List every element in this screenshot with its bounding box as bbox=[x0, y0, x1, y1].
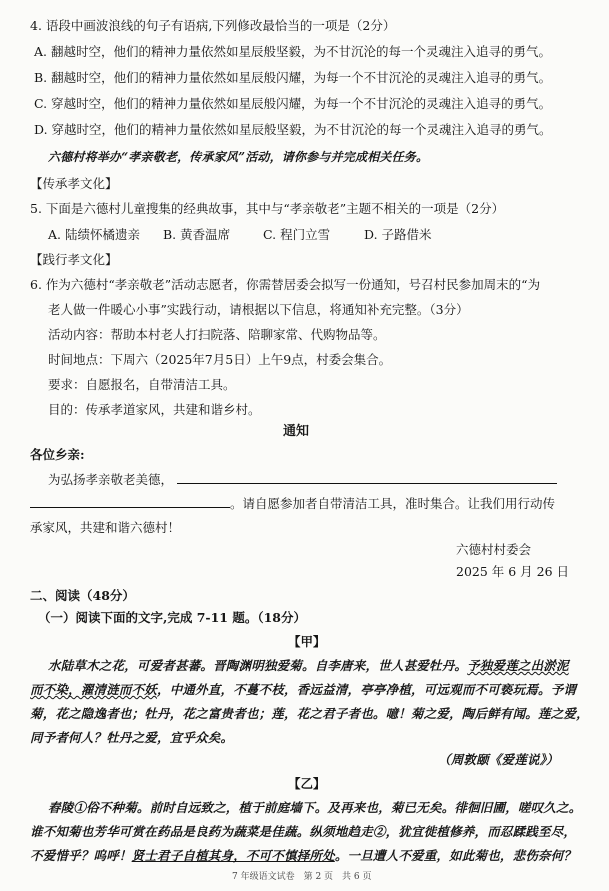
q4-option-b bbox=[34, 70, 551, 85]
notice-body-mid: 。请自愿参加者自带清洁工具，准时集合。让我们用行动传 bbox=[230, 496, 556, 511]
passage-jia-source: （周敦颐《爱莲说》） bbox=[438, 752, 559, 767]
jia-wavy-sentence-a: 予独爱莲之出淤泥 bbox=[467, 658, 569, 673]
q4-option-a-label: A. bbox=[34, 44, 48, 59]
q4-stem: 4. 语段中画波浪线的句子有语病,下列修改最恰当的一项是（2分） bbox=[30, 18, 396, 33]
reading-subheading: （一）阅读下面的文字,完成 7-11 题。（18分） bbox=[38, 610, 306, 625]
section-chuancheng: 【传承孝文化】 bbox=[30, 176, 118, 191]
q4-option-c-label: C. bbox=[34, 96, 48, 111]
notice-body-line1 bbox=[48, 472, 557, 487]
passage-jia-line4: 同予者何人？牡丹之爱，宜乎众矣。 bbox=[30, 730, 234, 745]
passage-jia-label: 【甲】 bbox=[288, 634, 326, 649]
yi-line3-end: 。一旦遭人不爱重，如此菊也，悲伤奈何？ bbox=[334, 848, 577, 863]
q4-option-d-text: 穿越时空，他们的精神力量依然如星辰般坚毅，为不甘沉沦的每一个灵魂注入追寻的勇气。 bbox=[51, 122, 552, 137]
q4-option-a-text: 翻越时空，他们的精神力量依然如星辰般坚毅，为不甘沉沦的每一个灵魂注入追寻的勇气。 bbox=[51, 44, 552, 59]
q5-option-b: B. 黄香温席 bbox=[163, 227, 231, 242]
notice-signer: 六德村村委会 bbox=[456, 542, 532, 557]
notice-blank-1[interactable] bbox=[177, 472, 557, 484]
q6-purpose: 目的：传承孝道家风，共建和谐乡村。 bbox=[48, 402, 261, 417]
notice-greeting: 各位乡亲: bbox=[30, 447, 85, 462]
q4-option-d bbox=[34, 122, 552, 137]
reading-heading: 二、阅读（48分） bbox=[30, 588, 135, 603]
jia-line1-text: 水陆草木之花，可爱者甚蕃。晋陶渊明独爱菊。自李唐来，世人甚爱牡丹。 bbox=[48, 658, 468, 673]
q6-stem-line1: 6. 作为六德村“孝亲敬老”活动志愿者，你需替居委会拟写一份通知，号召村民参加周末的“为 bbox=[30, 277, 541, 292]
q4-option-c bbox=[34, 96, 551, 111]
yi-line3-start: 不爱惜乎？呜呼！ bbox=[30, 848, 132, 863]
passage-yi-line2: 谁不知菊也芳华可赏在药品是良药为蔬菜是佳蔬。纵须地趋走②，犹宜徙植修养，而忍蹂践至尽， bbox=[30, 824, 577, 839]
passage-jia-line1 bbox=[48, 658, 569, 673]
notice-body-start: 为弘扬孝亲敬老美德， bbox=[48, 472, 174, 487]
notice-title: 通知 bbox=[283, 424, 310, 439]
activity-intro: 六德村将举办“孝亲敬老，传承家风”活动，请你参与并完成相关任务。 bbox=[48, 150, 429, 164]
section-jianxing: 【践行孝文化】 bbox=[30, 252, 118, 267]
q4-option-c-text: 穿越时空，他们的精神力量依然如星辰般闪耀，为每一个不甘沉沦的灵魂注入追寻的勇气。 bbox=[51, 96, 552, 111]
q4-option-b-label: B. bbox=[34, 70, 48, 85]
notice-body-line2 bbox=[30, 496, 555, 511]
passage-yi-line3 bbox=[30, 848, 576, 863]
jia-line2-text: ，中通外直，不蔓不枝，香远益清，亭亭净植，可远观而不可亵玩焉。予谓 bbox=[157, 682, 577, 697]
q6-time-place: 时间地点：下周六（2025年7月5日）上午9点，村委会集合。 bbox=[48, 352, 392, 367]
yi-underlined-sentence: 贤士君子自植其身，不可不慎择所处 bbox=[131, 848, 335, 863]
passage-jia-line2 bbox=[30, 682, 576, 697]
q6-content: 活动内容：帮助本村老人打扫院落、陪聊家常、代购物品等。 bbox=[48, 327, 386, 342]
jia-wavy-sentence-b: 而不染，濯清涟而不妖 bbox=[30, 682, 158, 697]
notice-date: 2025 年 6 月 26 日 bbox=[456, 564, 570, 579]
q4-option-b-text: 翻越时空，他们的精神力量依然如星辰般闪耀，为每一个不甘沉沦的灵魂注入追寻的勇气。 bbox=[51, 70, 552, 85]
q5-stem: 5. 下面是六德村儿童搜集的经典故事，其中与“孝亲敬老”主题不相关的一项是（2分） bbox=[30, 201, 505, 216]
notice-blank-2[interactable] bbox=[30, 496, 230, 508]
q5-option-d: D. 子路借米 bbox=[364, 227, 432, 242]
passage-jia-line3: 菊，花之隐逸者也；牡丹，花之富贵者也；莲，花之君子者也。噫！菊之爱，陶后鲜有闻。莲之爱， bbox=[30, 706, 589, 721]
notice-body-end: 承家风，共建和谐六德村！ bbox=[30, 520, 181, 535]
q4-option-d-label: D. bbox=[34, 122, 48, 137]
q5-option-c: C. 程门立雪 bbox=[263, 227, 331, 242]
q4-option-a bbox=[34, 44, 551, 59]
q6-stem-line2: 老人做一件暖心小事”实践行动，请根据以下信息，将通知补充完整。（3分） bbox=[48, 302, 469, 317]
q6-requirement: 要求：自愿报名，自带清洁工具。 bbox=[48, 377, 236, 392]
page-footer: 7 年级语文试卷 第 2 页 共 6 页 bbox=[232, 872, 372, 882]
passage-yi-label: 【乙】 bbox=[288, 776, 326, 791]
q5-option-a: A. 陆绩怀橘遗亲 bbox=[48, 227, 140, 242]
passage-yi-line1: 舂陵①俗不种菊。前时自远致之，植于前庭墙下。及再来也，菊已无矣。徘徊旧圃，嗟叹久之。 bbox=[48, 800, 582, 815]
